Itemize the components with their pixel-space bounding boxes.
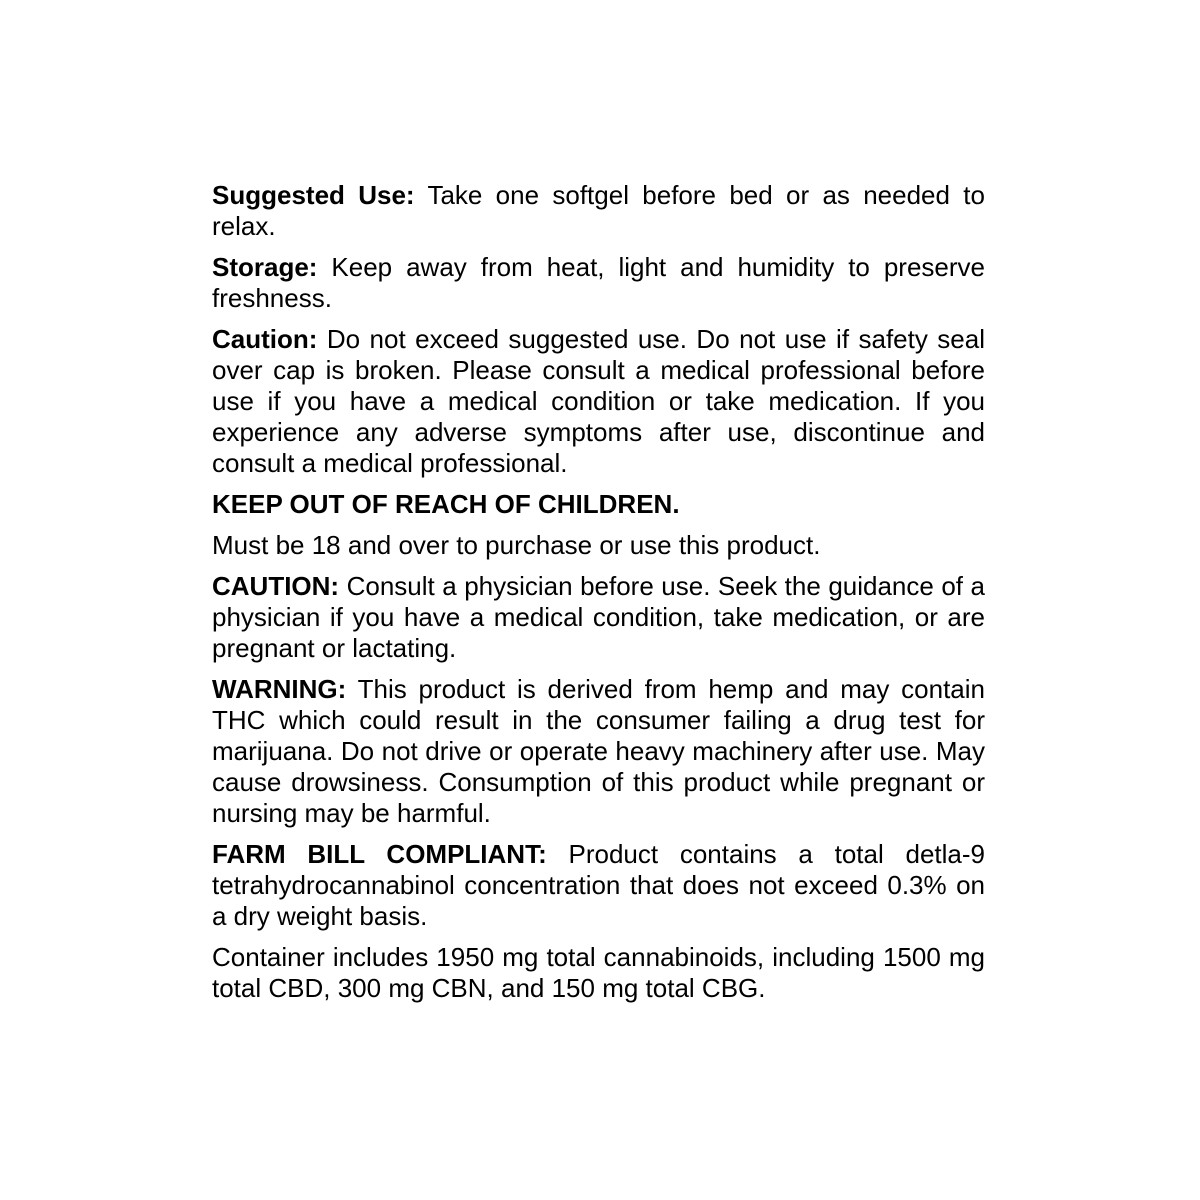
warning-paragraph [212, 674, 985, 829]
caution-label: Caution: [212, 324, 318, 354]
storage-text: Keep away from heat, light and humidity to preserve freshness. [212, 252, 985, 313]
storage-paragraph [212, 252, 985, 314]
age-requirement-text: Must be 18 and over to purchase or use this product. [212, 530, 821, 560]
farm-bill-text: Product contains a total detla-9 tetrahydrocannabinol concentration that does not exceed 0.3% on a dry weight basis. [212, 839, 985, 931]
suggested-use-text: Take one softgel before bed or as needed to relax. [212, 180, 985, 241]
label-text-block [212, 180, 985, 1014]
storage-label: Storage: [212, 252, 318, 282]
farm-bill-label: FARM BILL COMPLIANT: [212, 839, 547, 869]
suggested-use-paragraph [212, 180, 985, 242]
warning-label: WARNING: [212, 674, 347, 704]
caution-text: Do not exceed suggested use. Do not use if safety seal over cap is broken. Please consult a medical professional before use if you have a medical condition or take medication. If you experience any adverse symptoms after use, discontinue and consult a medical professional. [212, 324, 985, 478]
caution-physician-text: Consult a physician before use. Seek the guidance of a physician if you have a medical condition, take medication, or are pregnant or lactating. [212, 571, 985, 663]
warning-text: This product is derived from hemp and may contain THC which could result in the consumer failing a drug test for marijuana. Do not drive or operate heavy machinery after use. May cause drowsiness. Consumption of this product while pregnant or nursing may be harmful. [212, 674, 985, 828]
caution-physician-label: CAUTION: [212, 571, 340, 601]
suggested-use-label: Suggested Use: [212, 180, 415, 210]
caution-paragraph [212, 324, 985, 479]
keep-out-of-reach-heading: KEEP OUT OF REACH OF CHILDREN. [212, 489, 680, 519]
farm-bill-paragraph [212, 839, 985, 932]
caution-physician-paragraph [212, 571, 985, 664]
container-contents-text: Container includes 1950 mg total cannabinoids, including 1500 mg total CBD, 300 mg CBN, and 150 mg total CBG. [212, 942, 985, 1003]
